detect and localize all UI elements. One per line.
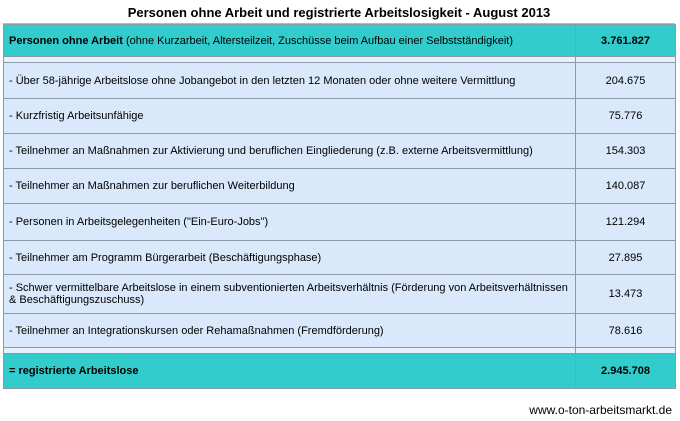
row-label-cell[interactable]: - Teilnehmer an Integrationskursen oder Rehamaßnahmen (Fremdförderung) [4,314,576,348]
row-label-cell[interactable]: - Personen in Arbeitsgelegenheiten ("Ein-Euro-Jobs") [4,204,576,241]
row-label-cell[interactable]: - Über 58-jährige Arbeitslose ohne Jobangebot in den letzten 12 Monaten oder ohne weitere Vermittlung [4,63,576,99]
table-row [4,275,676,314]
row-value-cell[interactable]: 154.303 [576,134,676,169]
header-label-cell[interactable] [4,25,576,57]
header-row [4,25,676,57]
total-value-cell[interactable]: 2.945.708 [576,354,676,389]
table-row [4,63,676,99]
table-row [4,204,676,241]
table-title: Personen ohne Arbeit und registrierte Arbeitslosigkeit - August 2013 [3,3,675,24]
row-value-cell[interactable]: 78.616 [576,314,676,348]
row-value-cell[interactable]: 75.776 [576,99,676,134]
header-value-cell[interactable]: 3.761.827 [576,25,676,57]
row-value-cell[interactable]: 121.294 [576,204,676,241]
table-row [4,99,676,134]
row-label-cell[interactable]: - Schwer vermittelbare Arbeitslose in einem subventionierten Arbeitsverhältnis (Förderung von Arbeitsverhältnissen & Beschäftigungszuschuss) [4,275,576,314]
total-row [4,354,676,389]
total-label-cell[interactable]: = registrierte Arbeitslose [4,354,576,389]
row-value-cell[interactable]: 140.087 [576,169,676,204]
row-value-cell[interactable]: 204.675 [576,63,676,99]
table-row [4,241,676,275]
table-row [4,134,676,169]
row-value-cell[interactable]: 27.895 [576,241,676,275]
data-table [3,24,676,389]
row-label-cell[interactable]: - Teilnehmer am Programm Bürgerarbeit (Beschäftigungsphase) [4,241,576,275]
row-label-cell[interactable]: - Kurzfristig Arbeitsunfähige [4,99,576,134]
row-label-cell[interactable]: - Teilnehmer an Maßnahmen zur Aktivierung und beruflichen Eingliederung (z.B. externe Arbeitsvermittlung) [4,134,576,169]
table-row [4,169,676,204]
table-row [4,314,676,348]
row-label-cell[interactable]: - Teilnehmer an Maßnahmen zur beruflichen Weiterbildung [4,169,576,204]
row-value-cell[interactable]: 13.473 [576,275,676,314]
spreadsheet [3,3,675,389]
source-credit: www.o-ton-arbeitsmarkt.de [529,403,672,417]
header-label-rest: (ohne Kurzarbeit, Altersteilzeit, Zuschüsse beim Aufbau einer Selbstständigkeit) [122,34,513,47]
header-label-bold: Personen ohne Arbeit [9,34,123,47]
